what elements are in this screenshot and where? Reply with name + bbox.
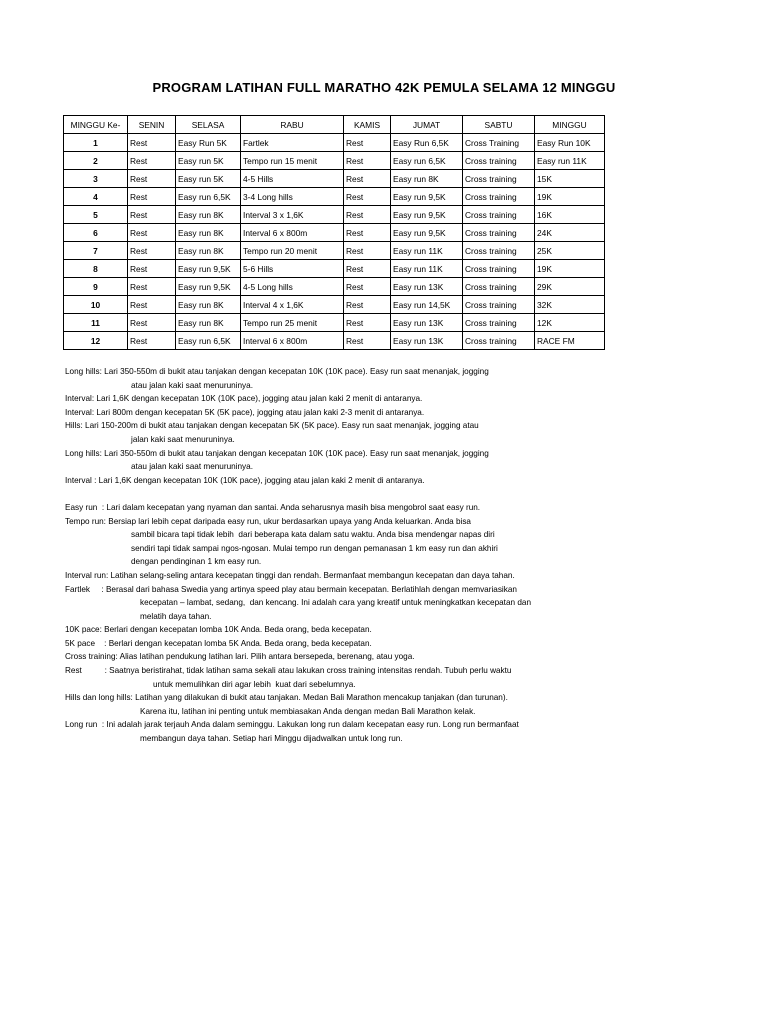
- week-number-cell: 8: [64, 260, 128, 278]
- table-cell: Cross training: [463, 206, 535, 224]
- table-cell: Cross Training: [463, 134, 535, 152]
- week-number-cell: 12: [64, 332, 128, 350]
- table-cell: Easy run 13K: [391, 332, 463, 350]
- table-cell: Rest: [344, 296, 391, 314]
- table-row: [64, 224, 605, 242]
- table-cell: Rest: [344, 170, 391, 188]
- table-row: [64, 260, 605, 278]
- table-cell: Rest: [128, 260, 176, 278]
- table-cell: Easy run 9,5K: [391, 224, 463, 242]
- table-cell: Cross training: [463, 224, 535, 242]
- page-title: PROGRAM LATIHAN FULL MARATHO 42K PEMULA SELAMA 12 MINGGU: [152, 80, 616, 95]
- table-cell: Rest: [128, 134, 176, 152]
- training-schedule-table: [63, 115, 605, 350]
- table-cell: Easy run 11K: [535, 152, 605, 170]
- table-row: [64, 332, 605, 350]
- table-cell: 25K: [535, 242, 605, 260]
- table-cell: 5-6 Hills: [241, 260, 344, 278]
- notes-section: [65, 365, 610, 746]
- table-cell: Easy run 9,5K: [176, 278, 241, 296]
- table-cell: 19K: [535, 188, 605, 206]
- table-cell: 32K: [535, 296, 605, 314]
- column-header: JUMAT: [391, 116, 463, 134]
- week-number-cell: 9: [64, 278, 128, 296]
- column-header: RABU: [241, 116, 344, 134]
- table-cell: Easy run 13K: [391, 278, 463, 296]
- table-cell: Tempo run 20 menit: [241, 242, 344, 260]
- table-cell: Rest: [128, 206, 176, 224]
- table-cell: Rest: [128, 224, 176, 242]
- table-cell: Interval 6 x 800m: [241, 224, 344, 242]
- column-header: MINGGU Ke-: [64, 116, 128, 134]
- table-cell: 15K: [535, 170, 605, 188]
- note-line: Interval: Lari 800m dengan kecepatan 5K (5K pace), jogging atau jalan kaki 2-3 menit di antaranya.: [65, 407, 425, 417]
- table-cell: Rest: [344, 278, 391, 296]
- table-cell: 19K: [535, 260, 605, 278]
- table-cell: Rest: [128, 332, 176, 350]
- note-line: dengan pendinginan 1 km easy run.: [131, 557, 262, 567]
- table-cell: 4-5 Hills: [241, 170, 344, 188]
- table-row: [64, 278, 605, 296]
- table-cell: Rest: [344, 224, 391, 242]
- table-cell: Easy run 6,5K: [391, 152, 463, 170]
- column-header: MINGGU: [535, 116, 605, 134]
- note-line: sendiri tapi tidak sampai ngos-ngosan. Mulai tempo run dengan pemanasan 1 km easy run dan akhiri: [131, 543, 498, 553]
- note-line: Hills dan long hills: Latihan yang dilakukan di bukit atau tanjakan. Medan Bali Marathon mencakup tanjakan (dan turunan).: [65, 693, 508, 703]
- table-cell: Interval 6 x 800m: [241, 332, 344, 350]
- week-number-cell: 4: [64, 188, 128, 206]
- table-cell: Easy run 9,5K: [391, 188, 463, 206]
- table-cell: Rest: [128, 242, 176, 260]
- week-number-cell: 3: [64, 170, 128, 188]
- table-cell: Rest: [344, 134, 391, 152]
- table-cell: Easy run 11K: [391, 242, 463, 260]
- column-header: SABTU: [463, 116, 535, 134]
- note-line: Karena itu, latihan ini penting untuk membiasakan Anda dengan medan Bali Marathon kelak.: [140, 706, 476, 716]
- table-row: [64, 242, 605, 260]
- table-cell: Easy run 8K: [176, 242, 241, 260]
- table-cell: Easy run 13K: [391, 314, 463, 332]
- table-cell: Easy run 6,5K: [176, 332, 241, 350]
- spacer: [65, 487, 610, 501]
- table-cell: Interval 4 x 1,6K: [241, 296, 344, 314]
- table-cell: Cross training: [463, 260, 535, 278]
- note-line: Interval: Lari 1,6K dengan kecepatan 10K (10K pace), jogging atau jalan kaki 2 menit di antaranya.: [65, 394, 423, 404]
- table-row: [64, 152, 605, 170]
- note-line: untuk memulihkan diri agar lebih kuat dari sebelumnya.: [153, 679, 356, 689]
- table-cell: Cross training: [463, 242, 535, 260]
- table-cell: Cross training: [463, 170, 535, 188]
- note-line: kecepatan – lambat, sedang, dan kencang. Ini adalah cara yang kreatif untuk meningkatkan kecepatan dan: [140, 598, 531, 608]
- note-line: Easy run : Lari dalam kecepatan yang nyaman dan santai. Anda seharusnya masih bisa mengobrol saat easy run.: [65, 502, 481, 512]
- note-line: 5K pace : Berlari dengan kecepatan lomba 5K Anda. Beda orang, beda kecepatan.: [65, 638, 372, 648]
- table-cell: Cross training: [463, 278, 535, 296]
- note-line: Rest : Saatnya beristirahat, tidak latihan sama sekali atau lakukan cross training intensitas rendah. Tubuh perlu waktu: [65, 666, 512, 676]
- table-cell: Easy run 6,5K: [176, 188, 241, 206]
- table-cell: Rest: [344, 314, 391, 332]
- week-number-cell: 6: [64, 224, 128, 242]
- table-cell: 3-4 Long hills: [241, 188, 344, 206]
- table-cell: Fartlek: [241, 134, 344, 152]
- table-cell: 16K: [535, 206, 605, 224]
- note-line: sambil bicara tapi tidak lebih dari beberapa kata dalam satu waktu. Anda bisa mendengar napas diri: [131, 530, 495, 540]
- table-cell: Rest: [128, 296, 176, 314]
- table-cell: Rest: [344, 242, 391, 260]
- table-cell: Rest: [344, 206, 391, 224]
- table-cell: Easy run 5K: [176, 152, 241, 170]
- table-row: [64, 170, 605, 188]
- table-cell: Easy Run 10K: [535, 134, 605, 152]
- table-row: [64, 296, 605, 314]
- table-cell: Interval 3 x 1,6K: [241, 206, 344, 224]
- table-cell: Cross training: [463, 188, 535, 206]
- note-line: Interval : Lari 1,6K dengan kecepatan 10K (10K pace), jogging atau jalan kaki 2 menit di antaranya.: [65, 475, 425, 485]
- note-line: jalan kaki saat menuruninya.: [131, 434, 235, 444]
- week-number-cell: 5: [64, 206, 128, 224]
- table-cell: Rest: [128, 278, 176, 296]
- table-cell: 24K: [535, 224, 605, 242]
- column-header: SELASA: [176, 116, 241, 134]
- table-cell: Rest: [128, 314, 176, 332]
- table-cell: Easy run 9,5K: [176, 260, 241, 278]
- table-cell: Easy Run 5K: [176, 134, 241, 152]
- table-cell: Easy run 9,5K: [391, 206, 463, 224]
- note-line: melatih daya tahan.: [140, 611, 212, 621]
- note-line: membangun daya tahan. Setiap hari Minggu dijadwalkan untuk long run.: [140, 734, 403, 744]
- note-line: atau jalan kaki saat menuruninya.: [131, 380, 253, 390]
- table-cell: 12K: [535, 314, 605, 332]
- table-cell: 29K: [535, 278, 605, 296]
- table-cell: Easy run 8K: [176, 206, 241, 224]
- table-cell: Rest: [128, 152, 176, 170]
- table-cell: RACE FM: [535, 332, 605, 350]
- table-cell: Tempo run 25 menit: [241, 314, 344, 332]
- table-row: [64, 134, 605, 152]
- table-row: [64, 314, 605, 332]
- table-cell: Easy run 8K: [176, 224, 241, 242]
- table-cell: Rest: [344, 188, 391, 206]
- week-number-cell: 2: [64, 152, 128, 170]
- table-cell: Rest: [344, 332, 391, 350]
- note-line: Long run : Ini adalah jarak terjauh Anda dalam seminggu. Lakukan long run dalam kecepatan easy run. Long run bermanfaat: [65, 720, 519, 730]
- week-number-cell: 11: [64, 314, 128, 332]
- table-row: [64, 188, 605, 206]
- column-header: KAMIS: [344, 116, 391, 134]
- table-cell: Cross training: [463, 314, 535, 332]
- table-row: [64, 206, 605, 224]
- week-number-cell: 1: [64, 134, 128, 152]
- table-cell: Rest: [128, 188, 176, 206]
- table-cell: Cross training: [463, 296, 535, 314]
- table-cell: Easy Run 6,5K: [391, 134, 463, 152]
- table-cell: Easy run 8K: [176, 314, 241, 332]
- note-line: Hills: Lari 150-200m di bukit atau tanjakan dengan kecepatan 5K (5K pace). Easy run saat menanjak, jogging atau: [65, 421, 479, 431]
- table-cell: Easy run 11K: [391, 260, 463, 278]
- note-line: Cross training: Alias latihan pendukung latihan lari. Pilih antara bersepeda, berenang, atau yoga.: [65, 652, 415, 662]
- table-cell: Easy run 5K: [176, 170, 241, 188]
- note-line: atau jalan kaki saat menuruninya.: [131, 462, 253, 472]
- note-line: Interval run: Latihan selang-seling antara kecepatan tinggi dan rendah. Bermanfaat membangun kecepatan dan daya tahan.: [65, 570, 515, 580]
- table-cell: 4-5 Long hills: [241, 278, 344, 296]
- note-line: Fartlek : Berasal dari bahasa Swedia yang artinya speed play atau bermain kecepatan. Berlatihlah dengan memvariasikan: [65, 584, 517, 594]
- table-cell: Easy run 8K: [391, 170, 463, 188]
- table-cell: Rest: [344, 260, 391, 278]
- table-cell: Tempo run 15 menit: [241, 152, 344, 170]
- note-line: Long hills: Lari 350-550m di bukit atau tanjakan dengan kecepatan 10K (10K pace). Easy run saat menanjak, jogging: [65, 367, 489, 376]
- note-line: Tempo run: Bersiap lari lebih cepat daripada easy run, ukur berdasarkan upaya yang Anda keluarkan. Anda bisa: [65, 516, 471, 526]
- table-cell: Cross training: [463, 152, 535, 170]
- note-line: 10K pace: Berlari dengan kecepatan lomba 10K Anda. Beda orang, beda kecepatan.: [65, 625, 372, 635]
- table-cell: Rest: [344, 152, 391, 170]
- table-cell: Easy run 14,5K: [391, 296, 463, 314]
- week-number-cell: 7: [64, 242, 128, 260]
- table-cell: Cross training: [463, 332, 535, 350]
- note-line: Long hills: Lari 350-550m di bukit atau tanjakan dengan kecepatan 10K (10K pace). Easy run saat menanjak, jogging: [65, 448, 489, 458]
- table-cell: Rest: [128, 170, 176, 188]
- table-header-row: [64, 116, 605, 134]
- table-cell: Easy run 8K: [176, 296, 241, 314]
- week-number-cell: 10: [64, 296, 128, 314]
- column-header: SENIN: [128, 116, 176, 134]
